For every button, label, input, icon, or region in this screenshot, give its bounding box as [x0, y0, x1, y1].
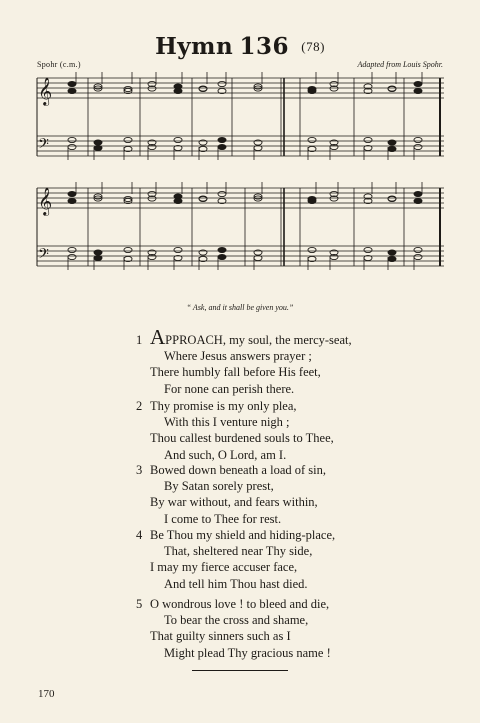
note-head: [218, 247, 226, 252]
note-head: [68, 247, 76, 252]
note-head: [68, 191, 76, 196]
staff-lines: [37, 78, 444, 266]
verse-text: That, sheltered near Thy side,: [164, 544, 313, 559]
note-head: [174, 247, 182, 252]
verse-text: By war without, and fears within,: [150, 495, 318, 510]
verse-text: I come to Thee for rest.: [164, 511, 282, 526]
note-head: [308, 247, 316, 252]
note-head: [388, 256, 396, 261]
verse-text: Might plead Thy gracious name !: [164, 645, 331, 660]
bass-clef: 𝄢: [38, 246, 49, 266]
clefs: [38, 77, 52, 266]
verse-line: [150, 364, 456, 380]
verse-3: [136, 462, 456, 527]
verse-text: And tell him Thou hast died.: [164, 576, 308, 591]
note-head: [414, 247, 422, 252]
note-head: [218, 254, 226, 259]
verse-text: There humbly fall before His feet,: [150, 365, 321, 380]
verse-line: [136, 596, 456, 612]
note-head: [124, 247, 132, 252]
verse-2: [136, 398, 456, 463]
verse-text: Be Thou my shield and hiding-place,: [150, 528, 336, 542]
note-head: [174, 88, 182, 93]
verse-line: [150, 447, 456, 463]
verse-text: With this I venture nigh ;: [164, 415, 290, 430]
verse-number: 1: [136, 333, 143, 347]
verse-text: Bowed down beneath a load of sin,: [150, 463, 327, 477]
verse-line: [150, 576, 456, 592]
verse-number: 2: [136, 399, 143, 413]
page-number: 170: [38, 688, 55, 700]
verse-line: [150, 430, 456, 446]
note-head: [414, 81, 422, 86]
treble-clef: 𝄞: [38, 187, 53, 215]
bar-lines: [37, 78, 440, 266]
verse-text: Thou callest burdened souls to Thee,: [150, 431, 334, 446]
verse-line: [150, 511, 456, 527]
note-head: [364, 247, 372, 252]
verse-text: O wondrous love ! to bleed and die,: [150, 597, 330, 611]
note-head: [124, 137, 132, 142]
note-head: [218, 81, 226, 86]
verse-text: To bear the cross and shame,: [164, 613, 309, 628]
verse-line: [150, 612, 456, 628]
note-head: [308, 88, 316, 93]
drop-cap: A: [150, 325, 166, 349]
note-head: [414, 198, 422, 203]
hymn-number: 136: [239, 33, 289, 60]
note-head: [68, 198, 76, 203]
verse-line: [150, 494, 456, 510]
verse-text: By Satan sorely prest,: [164, 479, 274, 494]
note-head: [414, 88, 422, 93]
verse-5: [136, 596, 456, 661]
note-head: [414, 144, 422, 149]
verse-line: [150, 381, 456, 397]
verse-line: [150, 543, 456, 559]
verse-1: [136, 325, 456, 397]
note-head: [94, 255, 102, 260]
verse-line: [150, 628, 456, 644]
verse-line: [136, 325, 456, 349]
tune-name: Spohr (c.m.): [37, 60, 81, 69]
note-head: [94, 140, 102, 145]
note-head: [218, 137, 226, 142]
verse-text: PPROACH, my soul, the mercy-seat,: [165, 333, 352, 347]
verse-text: Thy promise is my only plea,: [150, 399, 297, 413]
verse-number: 4: [136, 528, 143, 542]
bass-clef: 𝄢: [38, 136, 49, 156]
treble-clef: 𝄞: [38, 77, 53, 105]
note-head: [68, 88, 76, 93]
verse-line: [136, 398, 456, 414]
note-head: [388, 146, 396, 151]
note-head: [68, 137, 76, 142]
verse-number: 5: [136, 597, 143, 611]
verse-text: That guilty sinners such as I: [150, 629, 291, 644]
verse-text: And such, O Lord, am I.: [164, 447, 287, 462]
note-head: [308, 137, 316, 142]
end-rule: [192, 670, 288, 671]
note-head: [414, 137, 422, 142]
note-head: [388, 250, 396, 255]
note-head: [218, 191, 226, 196]
verse-text: Where Jesus answers prayer ;: [164, 349, 312, 364]
verse-line: [150, 559, 456, 575]
note-head: [68, 81, 76, 86]
verse-line: [150, 348, 456, 364]
verse-line: [136, 462, 456, 478]
note-head: [414, 254, 422, 259]
note-head: [218, 144, 226, 149]
verse-text: I may my fierce accuser face,: [150, 560, 298, 575]
verse-4: [136, 527, 456, 592]
verse-number: 3: [136, 463, 143, 477]
note-head: [174, 137, 182, 142]
note-head: [364, 137, 372, 142]
note-head: [388, 140, 396, 145]
verse-text: For none can perish there.: [164, 381, 295, 396]
note-head: [308, 198, 316, 203]
note-head: [68, 254, 76, 259]
note-head: [94, 145, 102, 150]
verse-line: [150, 645, 456, 661]
verse-line: [150, 414, 456, 430]
epigraph: “ Ask, and it shall be given you.”: [186, 303, 294, 312]
note-head: [414, 191, 422, 196]
note-head: [68, 144, 76, 149]
verse-line: [136, 527, 456, 543]
alt-number: (78): [301, 39, 325, 54]
title-word: Hymn: [155, 33, 234, 60]
note-head: [174, 198, 182, 203]
music-score: [0, 0, 480, 290]
note-head: [94, 250, 102, 255]
verse-line: [150, 478, 456, 494]
attribution: Adapted from Louis Spohr.: [357, 60, 443, 69]
